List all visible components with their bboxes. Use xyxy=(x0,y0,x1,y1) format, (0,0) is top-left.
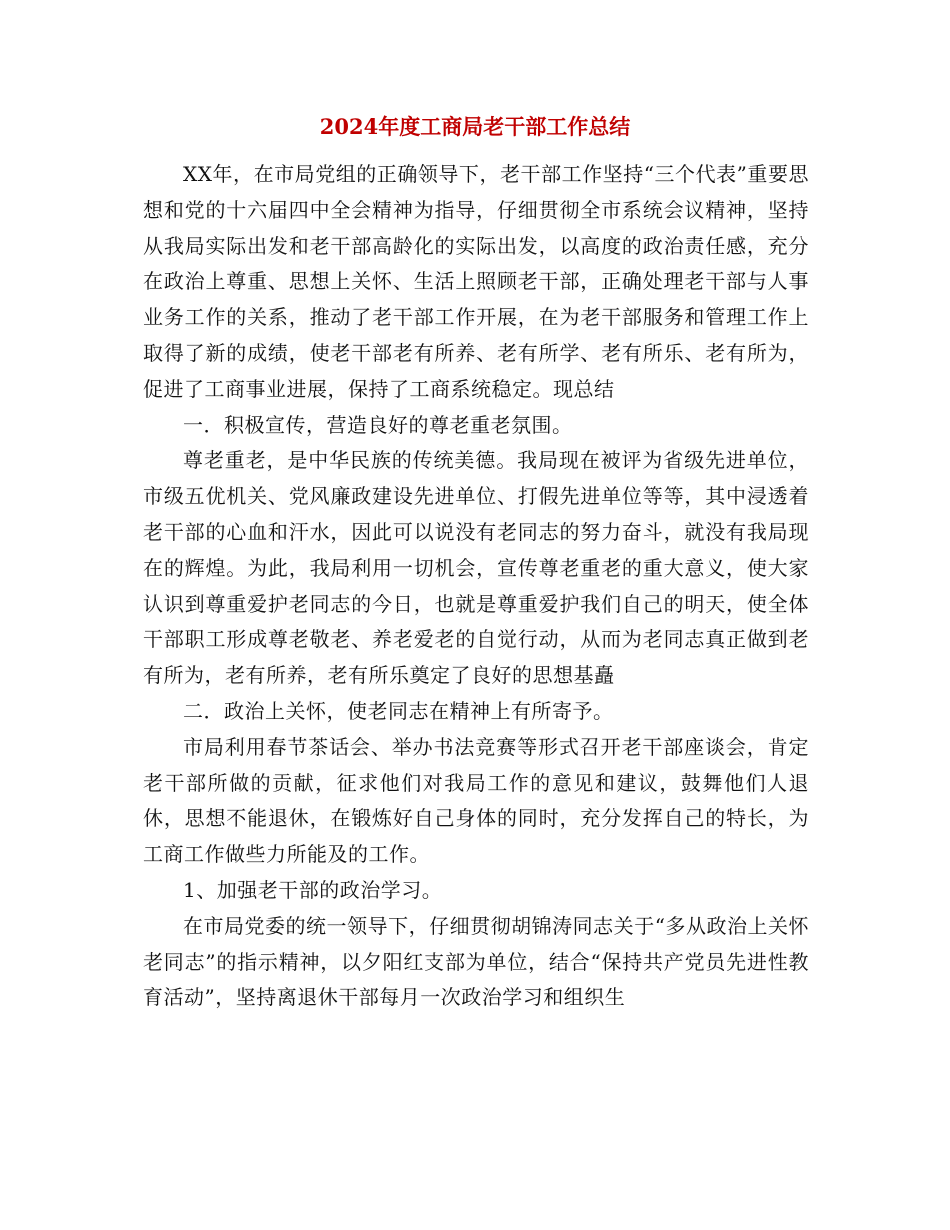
paragraph-section-2: 市局利用春节茶话会、举办书法竞赛等形式召开老干部座谈会，肯定老干部所做的贡献，征求他们对我局工作的意见和建议，鼓舞他们人退休，思想不能退休，在锻炼好自己身体的同时，充分发挥自己的特长，为工商工作做些力所能及的工作。 xyxy=(143,734,809,867)
section-heading-1: 一．积极宣传，营造良好的尊老重老氛围。 xyxy=(183,412,573,437)
document-body xyxy=(143,157,809,1016)
paragraph-subsection-1: 在市局党委的统一领导下，仔细贯彻胡锦涛同志关于“多从政治上关怀老同志”的指示精神，以夕阳红支部为单位，结合“保持共产党员先进性教育活动”，坚持离退休干部每月一次政治学习和组织生 xyxy=(143,913,809,1010)
document-title: 2024年度工商局老干部工作总结 xyxy=(319,114,631,139)
paragraph-intro: XX年，在市局党组的正确领导下，老干部工作坚持“三个代表”重要思想和党的十六届四中全会精神为指导，仔细贯彻全市系统会议精神，坚持从我局实际出发和老干部高龄化的实际出发，以高度的政治责任感，充分在政治上尊重、思想上关怀、生活上照顾老干部，正确处理老干部与人事业务工作的关系，推动了老干部工作开展，在为老干部服务和管理工作上取得了新的成绩，使老干部老有所养、老有所学、老有所乐、老有所为，促进了工商事业进展，保持了工商系统稳定。现总结 xyxy=(143,162,809,401)
paragraph-section-1: 尊老重老，是中华民族的传统美德。我局现在被评为省级先进单位，市级五优机关、党风廉政建设先进单位、打假先进单位等等，其中浸透着老干部的心血和汗水，因此可以说没有老同志的努力奋斗，就没有我局现在的辉煌。为此，我局利用一切机会，宣传尊老重老的重大意义，使大家认识到尊重爱护老同志的今日，也就是尊重爱护我们自己的明天，使全体干部职工形成尊老敬老、养老爱老的自觉行动，从而为老同志真正做到老有所为，老有所养，老有所乐奠定了良好的思想基矗 xyxy=(143,448,809,688)
section-heading-2: 二．政治上关怀，使老同志在精神上有所寄予。 xyxy=(183,698,614,723)
subsection-heading-1: 1、加强老干部的政治学习。 xyxy=(183,877,443,902)
